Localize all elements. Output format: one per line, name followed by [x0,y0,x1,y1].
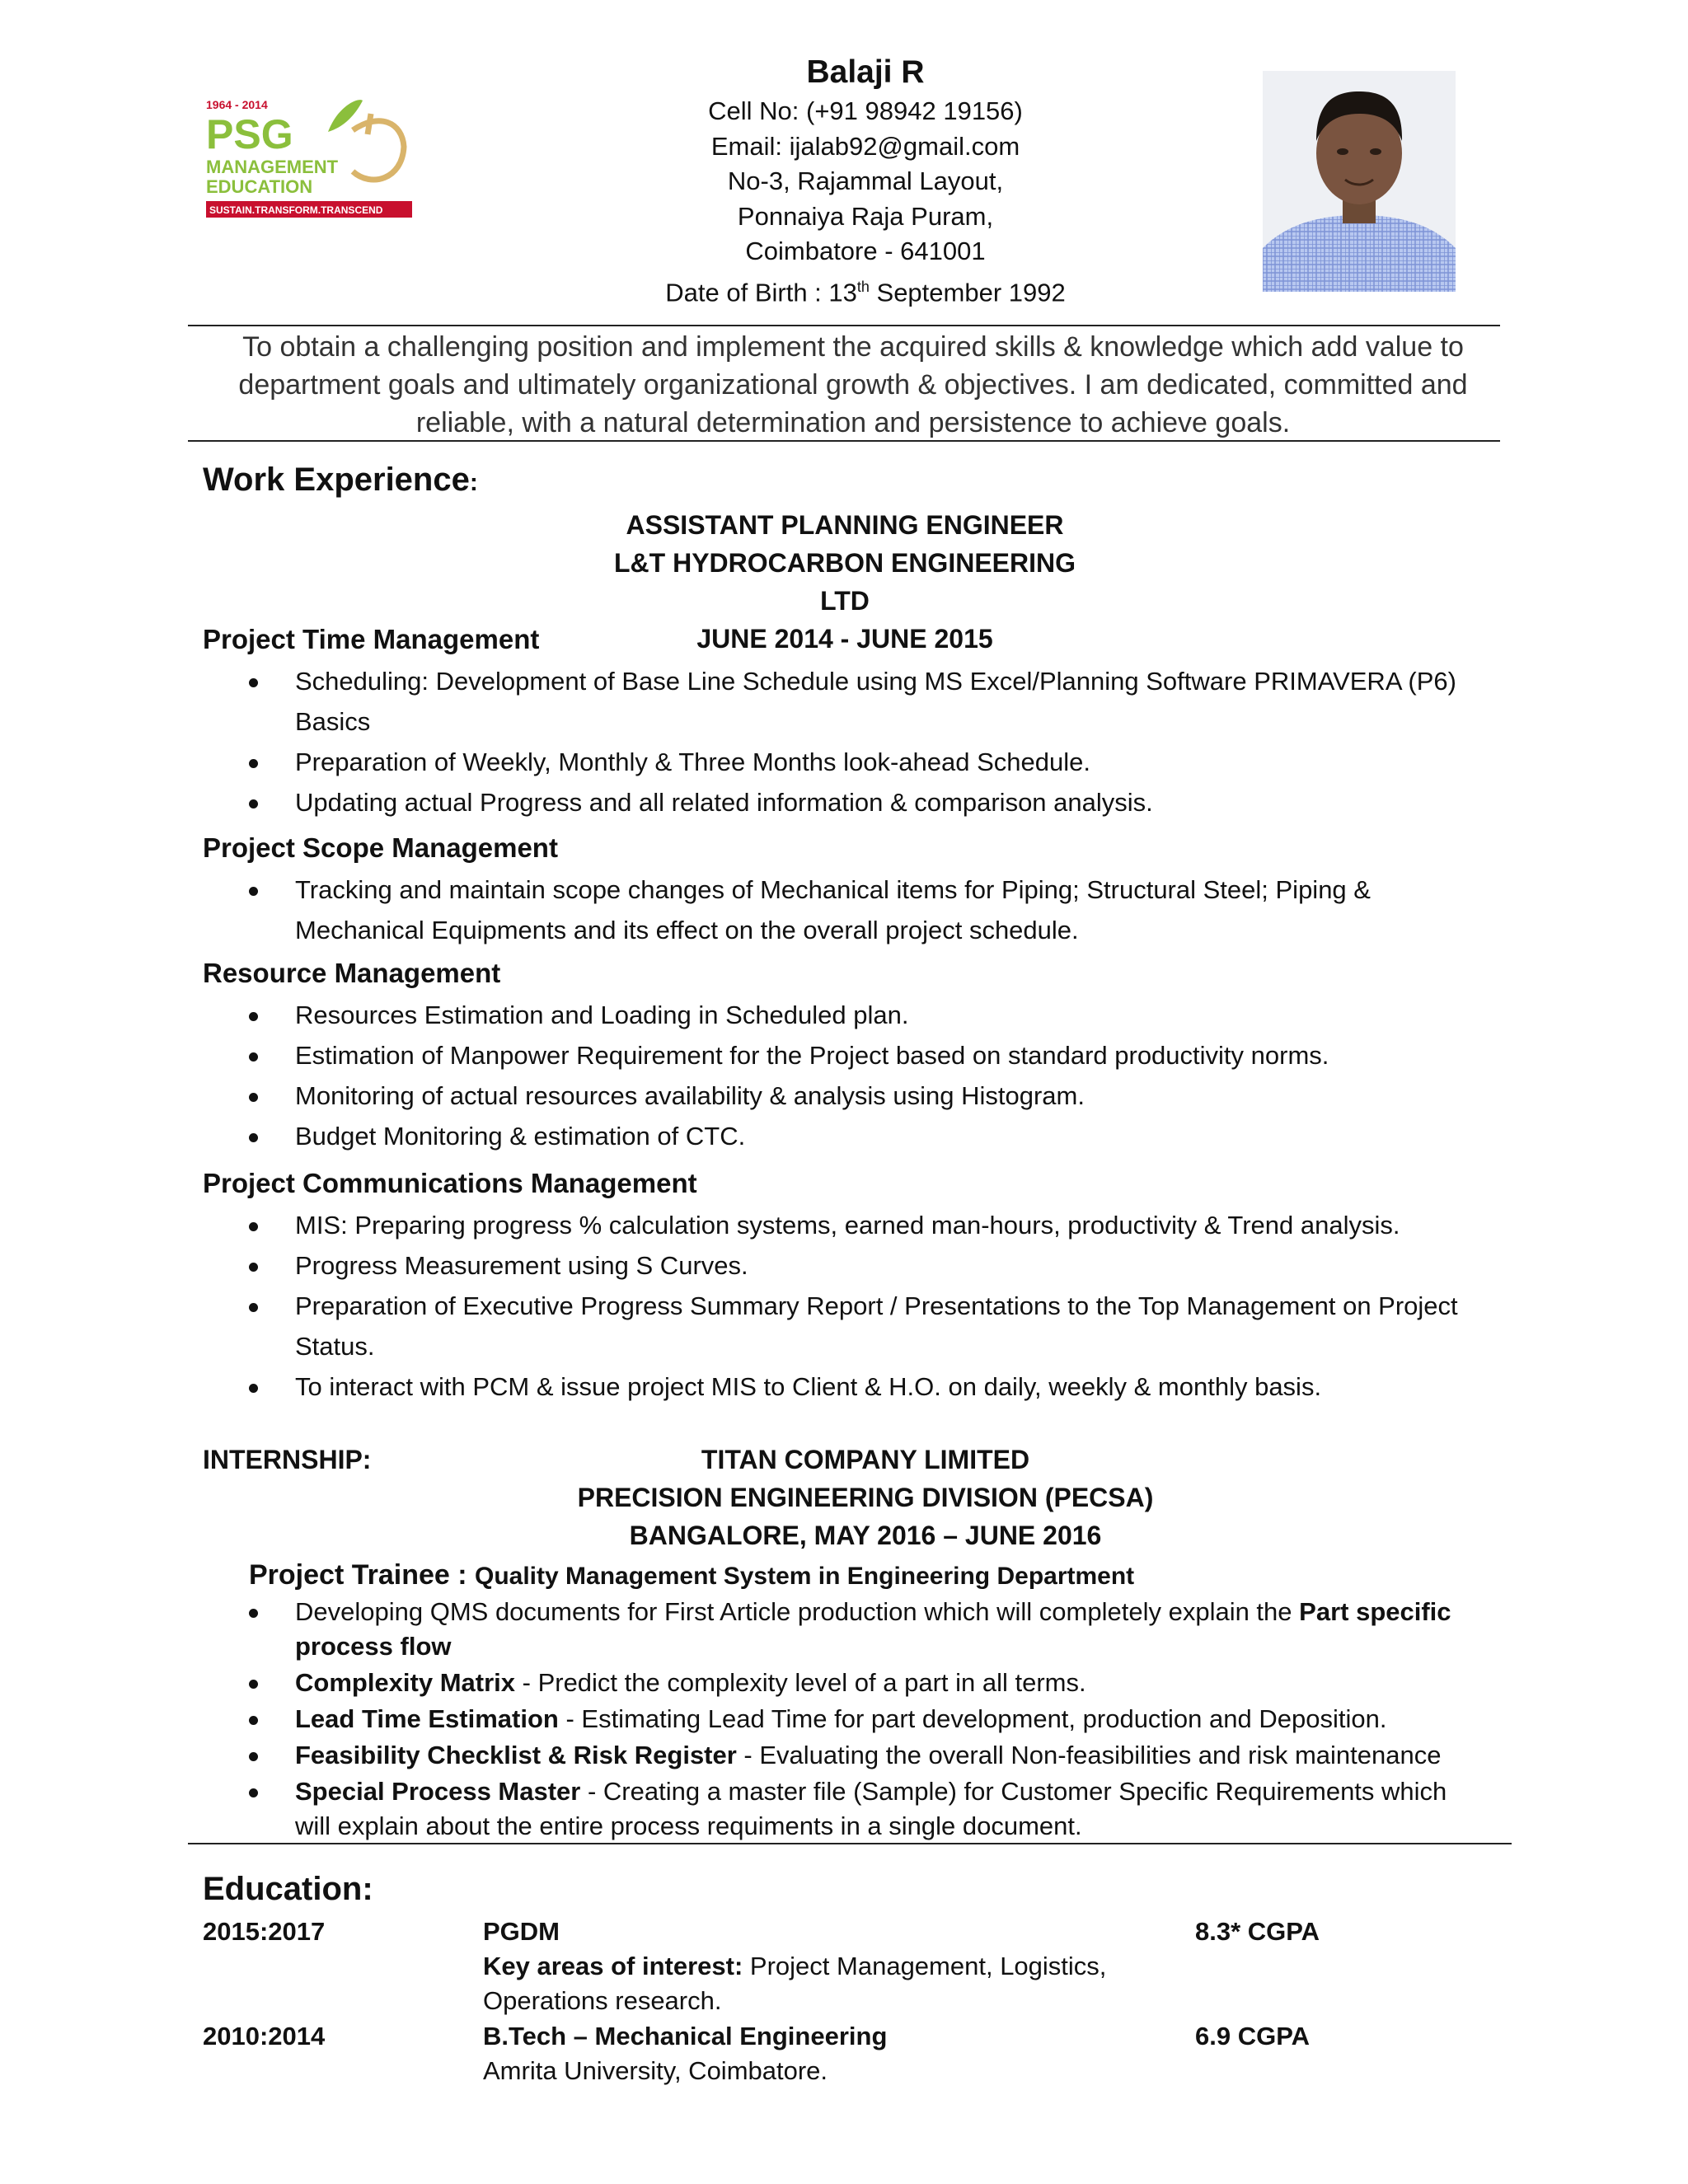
section-resource-management: Resource Management [203,958,501,988]
cell-number: Cell No: (+91 98942 19156) [708,96,1023,125]
job-role: ASSISTANT PLANNING ENGINEER [626,510,1064,540]
work-experience-heading: Work Experience: [203,462,478,498]
logo-tagline: SUSTAIN.TRANSFORM.TRANSCEND [209,204,383,216]
career-objective: To obtain a challenging position and implement the acquired skills & knowledge which add value to department goals and ultimately organizational growth & objectives. I am dedicated, committed and reliable, with a natural determination and persistence to achieve goals. [238,331,1468,438]
list-item: Preparation of Executive Progress Summary Report / Presentations to the Top Management on Project Status. [203,1286,1489,1366]
scope-management-list [203,869,1489,950]
list-item: Budget Monitoring & estimation of CTC. [203,1116,1489,1156]
list-item: Progress Measurement using S Curves. [203,1245,1489,1286]
logo-years: 1964 - 2014 [206,98,268,111]
list-item: Preparation of Weekly, Monthly & Three Months look-ahead Schedule. [203,742,1489,782]
section-time-management: Project Time Management [203,624,540,654]
section-scope-management: Project Scope Management [203,832,558,863]
list-item: To interact with PCM & issue project MIS to Client & H.O. on daily, weekly & monthly basis. [203,1366,1489,1407]
internship-company: TITAN COMPANY LIMITED [701,1445,1030,1474]
profile-photo [1263,71,1456,292]
contact-header [610,51,1121,310]
logo-management: MANAGEMENT [206,157,339,177]
job-title-block [610,506,1080,658]
profile-photo-graphic [1263,71,1456,292]
logo-psg: PSG [206,111,293,157]
candidate-name: Balaji R [806,54,925,90]
list-item: Complexity Matrix - Predict the complexity level of a part in all terms. [203,1666,1489,1700]
logo-education: EDUCATION [206,176,313,197]
internship-divider [188,1843,1512,1844]
section-communications-management: Project Communications Management [203,1168,697,1198]
communications-management-list [203,1205,1489,1407]
objective-divider [188,440,1500,442]
education-score: 6.9 CGPA [1195,2022,1310,2050]
header-divider [188,325,1500,326]
list-item: Special Process Master - Creating a master file (Sample) for Customer Specific Requirements which will explain about the entire process requiments in a single document. [203,1774,1489,1844]
education-years: 2010:2014 [203,2022,326,2050]
list-item: Updating actual Progress and all related information & comparison analysis. [203,782,1489,823]
education-detail: Amrita University, Coimbatore. [483,2056,828,2085]
list-item: Developing QMS documents for First Article production which will completely explain the Part specific process flow [203,1595,1489,1664]
psg-logo [206,97,420,229]
fifty-emblem-stroke [368,114,371,134]
time-management-list [203,661,1489,823]
list-item: MIS: Preparing progress % calculation systems, earned man-hours, productivity & Trend analysis. [203,1205,1489,1245]
job-company: L&T HYDROCARBON ENGINEERING LTD [613,548,1076,616]
internship-location: BANGALORE, MAY 2016 – JUNE 2016 [629,1521,1102,1550]
fifty-emblem-icon [353,121,404,180]
list-item: Scheduling: Development of Base Line Schedule using MS Excel/Planning Software PRIMAVERA (P6) Basics [203,661,1489,742]
education-heading: Education: [203,1871,373,1907]
psg-logo-graphic [206,97,420,229]
job-period: JUNE 2014 - JUNE 2015 [696,624,993,654]
address-line-2: Ponnaiya Raja Puram, [737,201,994,231]
education-score: 8.3* CGPA [1195,1917,1320,1946]
education-degree: B.Tech – Mechanical Engineering [483,2022,888,2050]
address-line-1: No-3, Rajammal Layout, [727,166,1004,195]
date-of-birth: Date of Birth : 13th September 1992 [665,277,1066,307]
internship-list [203,1595,1489,1845]
education-detail: Key areas of interest: Project Management, Logistics, Operations research. [483,1952,1107,2015]
internship-label: INTERNSHIP: [203,1445,372,1474]
list-item: Tracking and maintain scope changes of Mechanical items for Piping; Structural Steel; Piping & Mechanical Equipments and its effect on the overall project schedule. [203,869,1489,950]
list-item: Feasibility Checklist & Risk Register - Evaluating the overall Non-feasibilities and risk maintenance [203,1738,1489,1773]
education-details [483,2019,1126,2088]
list-item: Estimation of Manpower Requirement for the Project based on standard productivity norms. [203,1035,1489,1076]
internship-block [536,1441,1195,1554]
internship-division: PRECISION ENGINEERING DIVISION (PECSA) [577,1483,1154,1512]
resource-management-list [203,995,1489,1156]
email: Email: ijalab92@gmail.com [710,131,1020,161]
address-line-3: Coimbatore - 641001 [745,237,986,265]
list-item: Resources Estimation and Loading in Scheduled plan. [203,995,1489,1035]
list-item: Lead Time Estimation - Estimating Lead Time for part development, production and Deposition. [203,1702,1489,1736]
education-years: 2015:2017 [203,1917,326,1946]
project-trainee-line: Project Trainee : Quality Management System in Engineering Department [249,1559,1135,1591]
education-details [483,1915,1126,2018]
education-degree: PGDM [483,1917,560,1946]
list-item: Monitoring of actual resources availability & analysis using Histogram. [203,1076,1489,1116]
